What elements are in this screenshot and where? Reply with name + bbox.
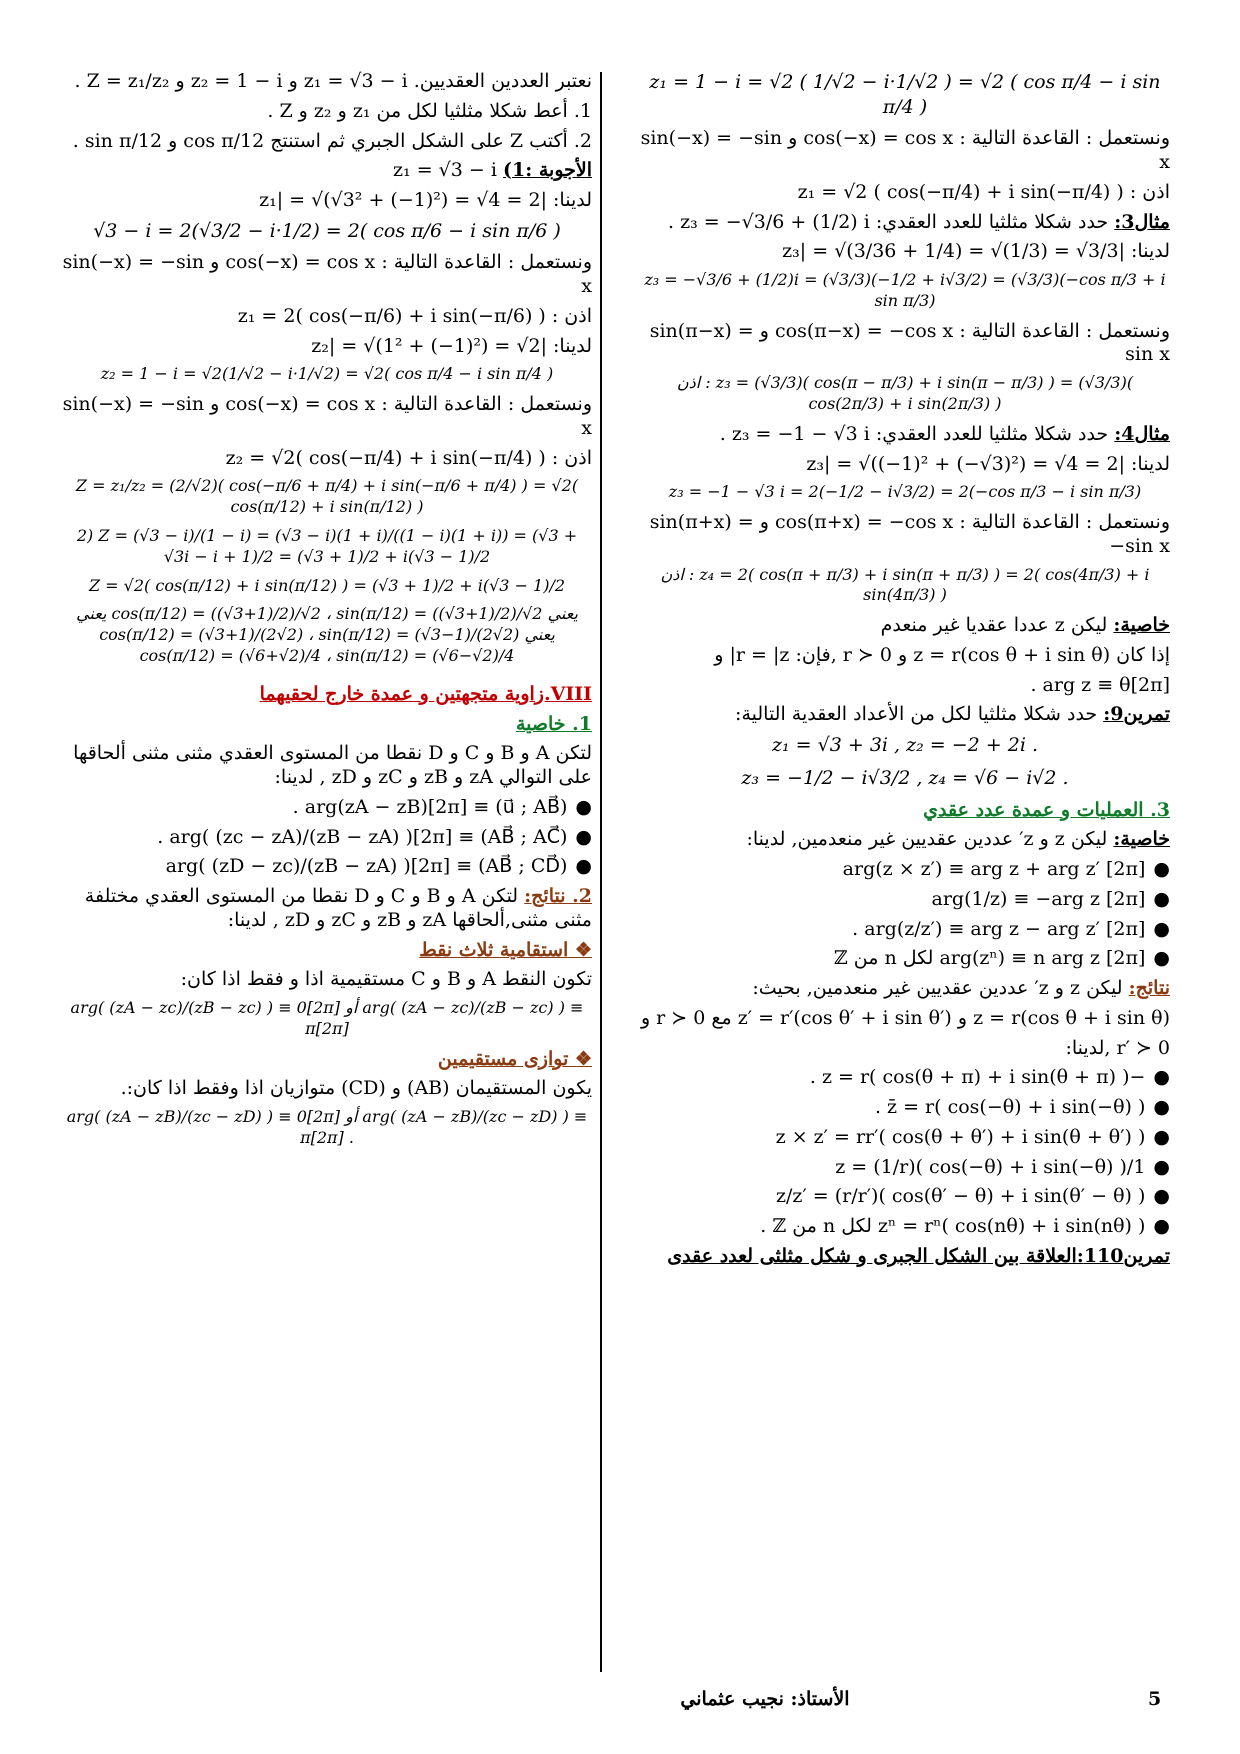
equation-line: √3 − i = 2(√3/2 − i·1/2) = 2( cos π/6 − i sin π/6 ) <box>93 219 561 242</box>
equation-line: z₃ = −√3/6 + (1/2)i = (√3/3)(−1/2 + i√3/2) = (√3/3)(−cos π/3 + i sin π/3) <box>644 270 1166 310</box>
equation-line: اذن : z₃ = (√3/3)( cos(π − π/3) + i sin(π − π/3) ) = (√3/3)( cos(2π/3) + i sin(2π/3) ) <box>676 373 1134 414</box>
page-number: 5 <box>1148 1688 1162 1710</box>
results-line: z = r(cos θ + i sin θ) و z′ = r′(cos θ′ + i sin θ′) مع r ≻ 0 و <box>640 1006 1170 1029</box>
results-label: 2. نتائج: <box>524 885 592 908</box>
property-line: arg z ≡ θ[2π] . <box>1030 673 1170 696</box>
subheading-parallel: ❖ توازى مستقيمين <box>437 1047 592 1070</box>
question-line: 2. أكتب Z على الشكل الجبري ثم استنتج cos π/12 و sin π/12 . <box>72 129 592 152</box>
exercise-statement: نعتبر العددين العقديين. z₁ = √3 − i و z₂ = 1 − i و Z = z₁/z₂ . <box>74 70 592 92</box>
property-text: ليكن z و z′ عددين عقديين غير منعدمين, لدينا: <box>746 828 1108 851</box>
property-heading <box>640 828 1170 852</box>
left-column <box>62 70 592 1157</box>
section-heading: 3. العمليات و عمدة عدد عقدي <box>923 798 1170 821</box>
rule-line: ونستعمل : القاعدة التالية : cos(−x) = cos x و sin(−x) = −sin x <box>62 251 592 298</box>
rule-line: ونستعمل : القاعدة التالية : cos(π+x) = −cos x و sin(π+x) = −sin x <box>649 511 1170 557</box>
bullet-item: ● zⁿ = rⁿ( cos(nθ) + i sin(nθ) ) لكل n من ℤ . <box>640 1215 1170 1239</box>
equation-line: اذن : z₂ = √2( cos(−π/4) + i sin(−π/4) ) <box>225 446 592 469</box>
bullet-item: ● (AB⃗ ; AC⃗) ≡ arg( (zc − zA)/(zB − zA) )[2π] . <box>62 826 592 850</box>
equation-line: 2) Z = (√3 − i)/(1 − i) = (√3 − i)(1 + i)/((1 − i)(1 + i)) = (√3 + √3i − i + 1)/2 = (√3 + 1)/2 + i(√3 − 1)/2 <box>76 526 578 566</box>
equation-line: لدينا: |z₂| = √(1² + (−1)²) = √2 <box>311 334 592 357</box>
property-text: ليكن z عددا عقديا غير منعدم <box>880 614 1108 637</box>
bullet-item: ● (u⃗ ; AB⃗) ≡ arg(zA − zB)[2π] . <box>62 796 592 820</box>
equation-line: arg( (zA − zc)/(zB − zc) ) ≡ 0[2π] أو arg( (zA − zc)/(zB − zc) ) ≡ π[2π] <box>70 998 584 1038</box>
bullet-item: ● z/z′ = (r/r′)( cos(θ′ − θ) + i sin(θ′ − θ) ) <box>640 1185 1170 1209</box>
equation-line: z₁ = √3 + 3i , z₂ = −2 + 2i . <box>772 734 1038 757</box>
answers-label: الأجوبة :1) <box>502 159 592 182</box>
equation-line: z₃ = −1 − √3 i = 2(−1/2 − i√3/2) = 2(−cos π/3 − i sin π/3) <box>668 482 1142 502</box>
right-column <box>640 70 1170 1275</box>
bullet-item: ● arg(1/z) ≡ −arg z [2π] <box>640 888 1170 912</box>
section-heading: 1. خاصية <box>515 712 592 735</box>
results-heading <box>62 885 592 933</box>
results-text: ليكن z و z′ عددين عقديين غير منعدمين, بحيث: <box>752 977 1123 1000</box>
author-name: الأستاذ: نجيب عثماني <box>680 1688 850 1710</box>
rule-line: ونستعمل : القاعدة التالية : cos(π−x) = −cos x و sin(π−x) = sin x <box>649 319 1170 366</box>
example-heading <box>640 211 1170 235</box>
results-heading <box>640 977 1170 1001</box>
equation-line: arg( (zA − zB)/(zc − zD) ) ≡ 0[2π] أو arg( (zA − zB)/(zc − zD) ) ≡ π[2π] . <box>66 1107 588 1147</box>
condition-text: تكون النقط A و B و C مستقيمية اذا و فقط اذا كان: <box>180 968 592 991</box>
question-line: 1. أعط شكلا مثلثيا لكل من z₁ و z₂ و Z . <box>267 99 592 122</box>
exercise-label: تمرين9: <box>1103 703 1170 726</box>
exercise-heading <box>640 703 1170 727</box>
equation-line: اذن : z₁ = √2 ( cos(−π/4) + i sin(−π/4) ) <box>797 180 1170 203</box>
bullet-item: ● (AB⃗ ; CD⃗) ≡ arg( (zD − zc)/(zB − zA) )[2π] <box>62 855 592 879</box>
equation-line: يعني cos(π/12) = ((√3+1)/2)/√2 ، sin(π/12) = ((√3+1)/2)/√2 يعني cos(π/12) = (√3+1)/(2√2) ، sin(π/12) = (√3−1)/(2√2) يعني cos(π/12) = (√6+√2)/4 ، sin(π/12) = (√6−√2)/4 <box>76 604 578 666</box>
example-label: مثال3: <box>1114 210 1170 233</box>
subheading-collinearity: ❖ استقامية ثلاث نقط <box>419 938 592 961</box>
property-label: خاصية: <box>1113 828 1170 851</box>
exercise-title: تمرين110:العلاقة بين الشكل الجبرى و شكل مثلثى لعدد عقدى <box>667 1244 1170 1267</box>
results-label: نتائج: <box>1128 977 1170 1000</box>
equation-line: لدينا: |z₃| = √((−1)² + (−√3)²) = √4 = 2 <box>806 452 1170 475</box>
rule-line: ونستعمل : القاعدة التالية : cos(−x) = cos x و sin(−x) = −sin x <box>62 393 592 439</box>
example-label: مثال4: <box>1114 422 1170 445</box>
example-text: حدد شكلا مثلثيا للعدد العقدي: z₃ = −1 − √3 i . <box>719 422 1109 445</box>
bullet-item: ● arg(z × z′) ≡ arg z + arg z′ [2π] <box>640 858 1170 882</box>
equation-line: Z = √2( cos(π/12) + i sin(π/12) ) = (√3 + 1)/2 + i(√3 − 1)/2 <box>88 575 566 595</box>
equation-line: اذن : z₄ = 2( cos(π + π/3) + i sin(π + π/3) ) = 2( cos(4π/3) + i sin(4π/3) ) <box>660 564 1150 605</box>
example-text: حدد شكلا مثلثيا للعدد العقدي: z₃ = −√3/6 + (1/2) i . <box>667 210 1109 233</box>
bullet-item: ● −z = r( cos(θ + π) + i sin(θ + π) ) . <box>640 1066 1170 1090</box>
equation-line: z₁ = 1 − i = √2 ( 1/√2 − i·1/√2 ) = √2 ( cos π/4 − i sin π/4 ) <box>649 71 1161 118</box>
bullet-item: ● 1/z = (1/r)( cos(−θ) + i sin(−θ) ) <box>640 1156 1170 1180</box>
condition-text: يكون المستقيمان (AB) و (CD) متوازيان اذا وفقط اذا كان:. <box>120 1077 592 1100</box>
exercise-text: حدد شكلا مثلثيا لكل من الأعداد العقدية التالية: <box>735 703 1098 726</box>
results-text: لتكن A و B و C و D نقطا من المستوى العقدي مختلفة مثنى مثنى,ألحاقها zA و zB و zC و zD , لدينا: <box>84 885 592 931</box>
results-line: r′ ≻ 0 ,لدينا: <box>1065 1036 1170 1059</box>
bullet-item: ● z × z′ = rr′( cos(θ + θ′) + i sin(θ + θ′) ) <box>640 1126 1170 1150</box>
rule-line: ونستعمل : القاعدة التالية : cos(−x) = cos x و sin(−x) = −sin x <box>640 127 1170 174</box>
property-line: إذا كان z = r(cos θ + i sin θ) و r ≻ 0 ,فإن: r = |z| و <box>714 643 1170 666</box>
equation-line: Z = z₁/z₂ = (2/√2)( cos(−π/6 + π/4) + i sin(−π/6 + π/4) ) = √2( cos(π/12) + i sin(π/12) ) <box>75 476 579 517</box>
equation-line: z₂ = 1 − i = √2(1/√2 − i·1/√2) = √2( cos π/4 − i sin π/4 ) <box>100 364 554 384</box>
equation-line: لدينا: |z₁| = √(√3² + (−1)²) = √4 = 2 <box>259 189 592 211</box>
equation-line: لدينا: |z₃| = √(3/36 + 1/4) = √(1/3) = √3/3 <box>782 240 1170 263</box>
example-heading <box>640 423 1170 447</box>
bullet-item: ● z̄ = r( cos(−θ) + i sin(−θ) ) . <box>640 1096 1170 1120</box>
equation-line: z₃ = −1/2 − i√3/2 , z₄ = √6 − i√2 . <box>741 766 1069 789</box>
bullet-item: ● arg(z/z′) ≡ arg z − arg z′ [2π] . <box>640 918 1170 942</box>
equation-line: اذن : z₁ = 2( cos(−π/6) + i sin(−π/6) ) <box>237 304 592 327</box>
answers-heading <box>62 159 592 183</box>
property-heading <box>640 614 1170 638</box>
property-text: لتكن A و B و C و D نقطا من المستوى العقدي مثنى مثنى ألحاقها على التوالي zA و zB و zC و zD , لدينا: <box>73 742 592 789</box>
property-label: خاصية: <box>1113 614 1170 637</box>
column-divider <box>600 72 602 1672</box>
bullet-item: ● arg(zⁿ) ≡ n arg z [2π] لكل n من ℤ <box>640 947 1170 971</box>
answers-text: z₁ = √3 − i <box>393 159 497 182</box>
chapter-heading: VIII.زاوية متجهتين و عمدة خارج لحقيهما <box>259 682 592 705</box>
